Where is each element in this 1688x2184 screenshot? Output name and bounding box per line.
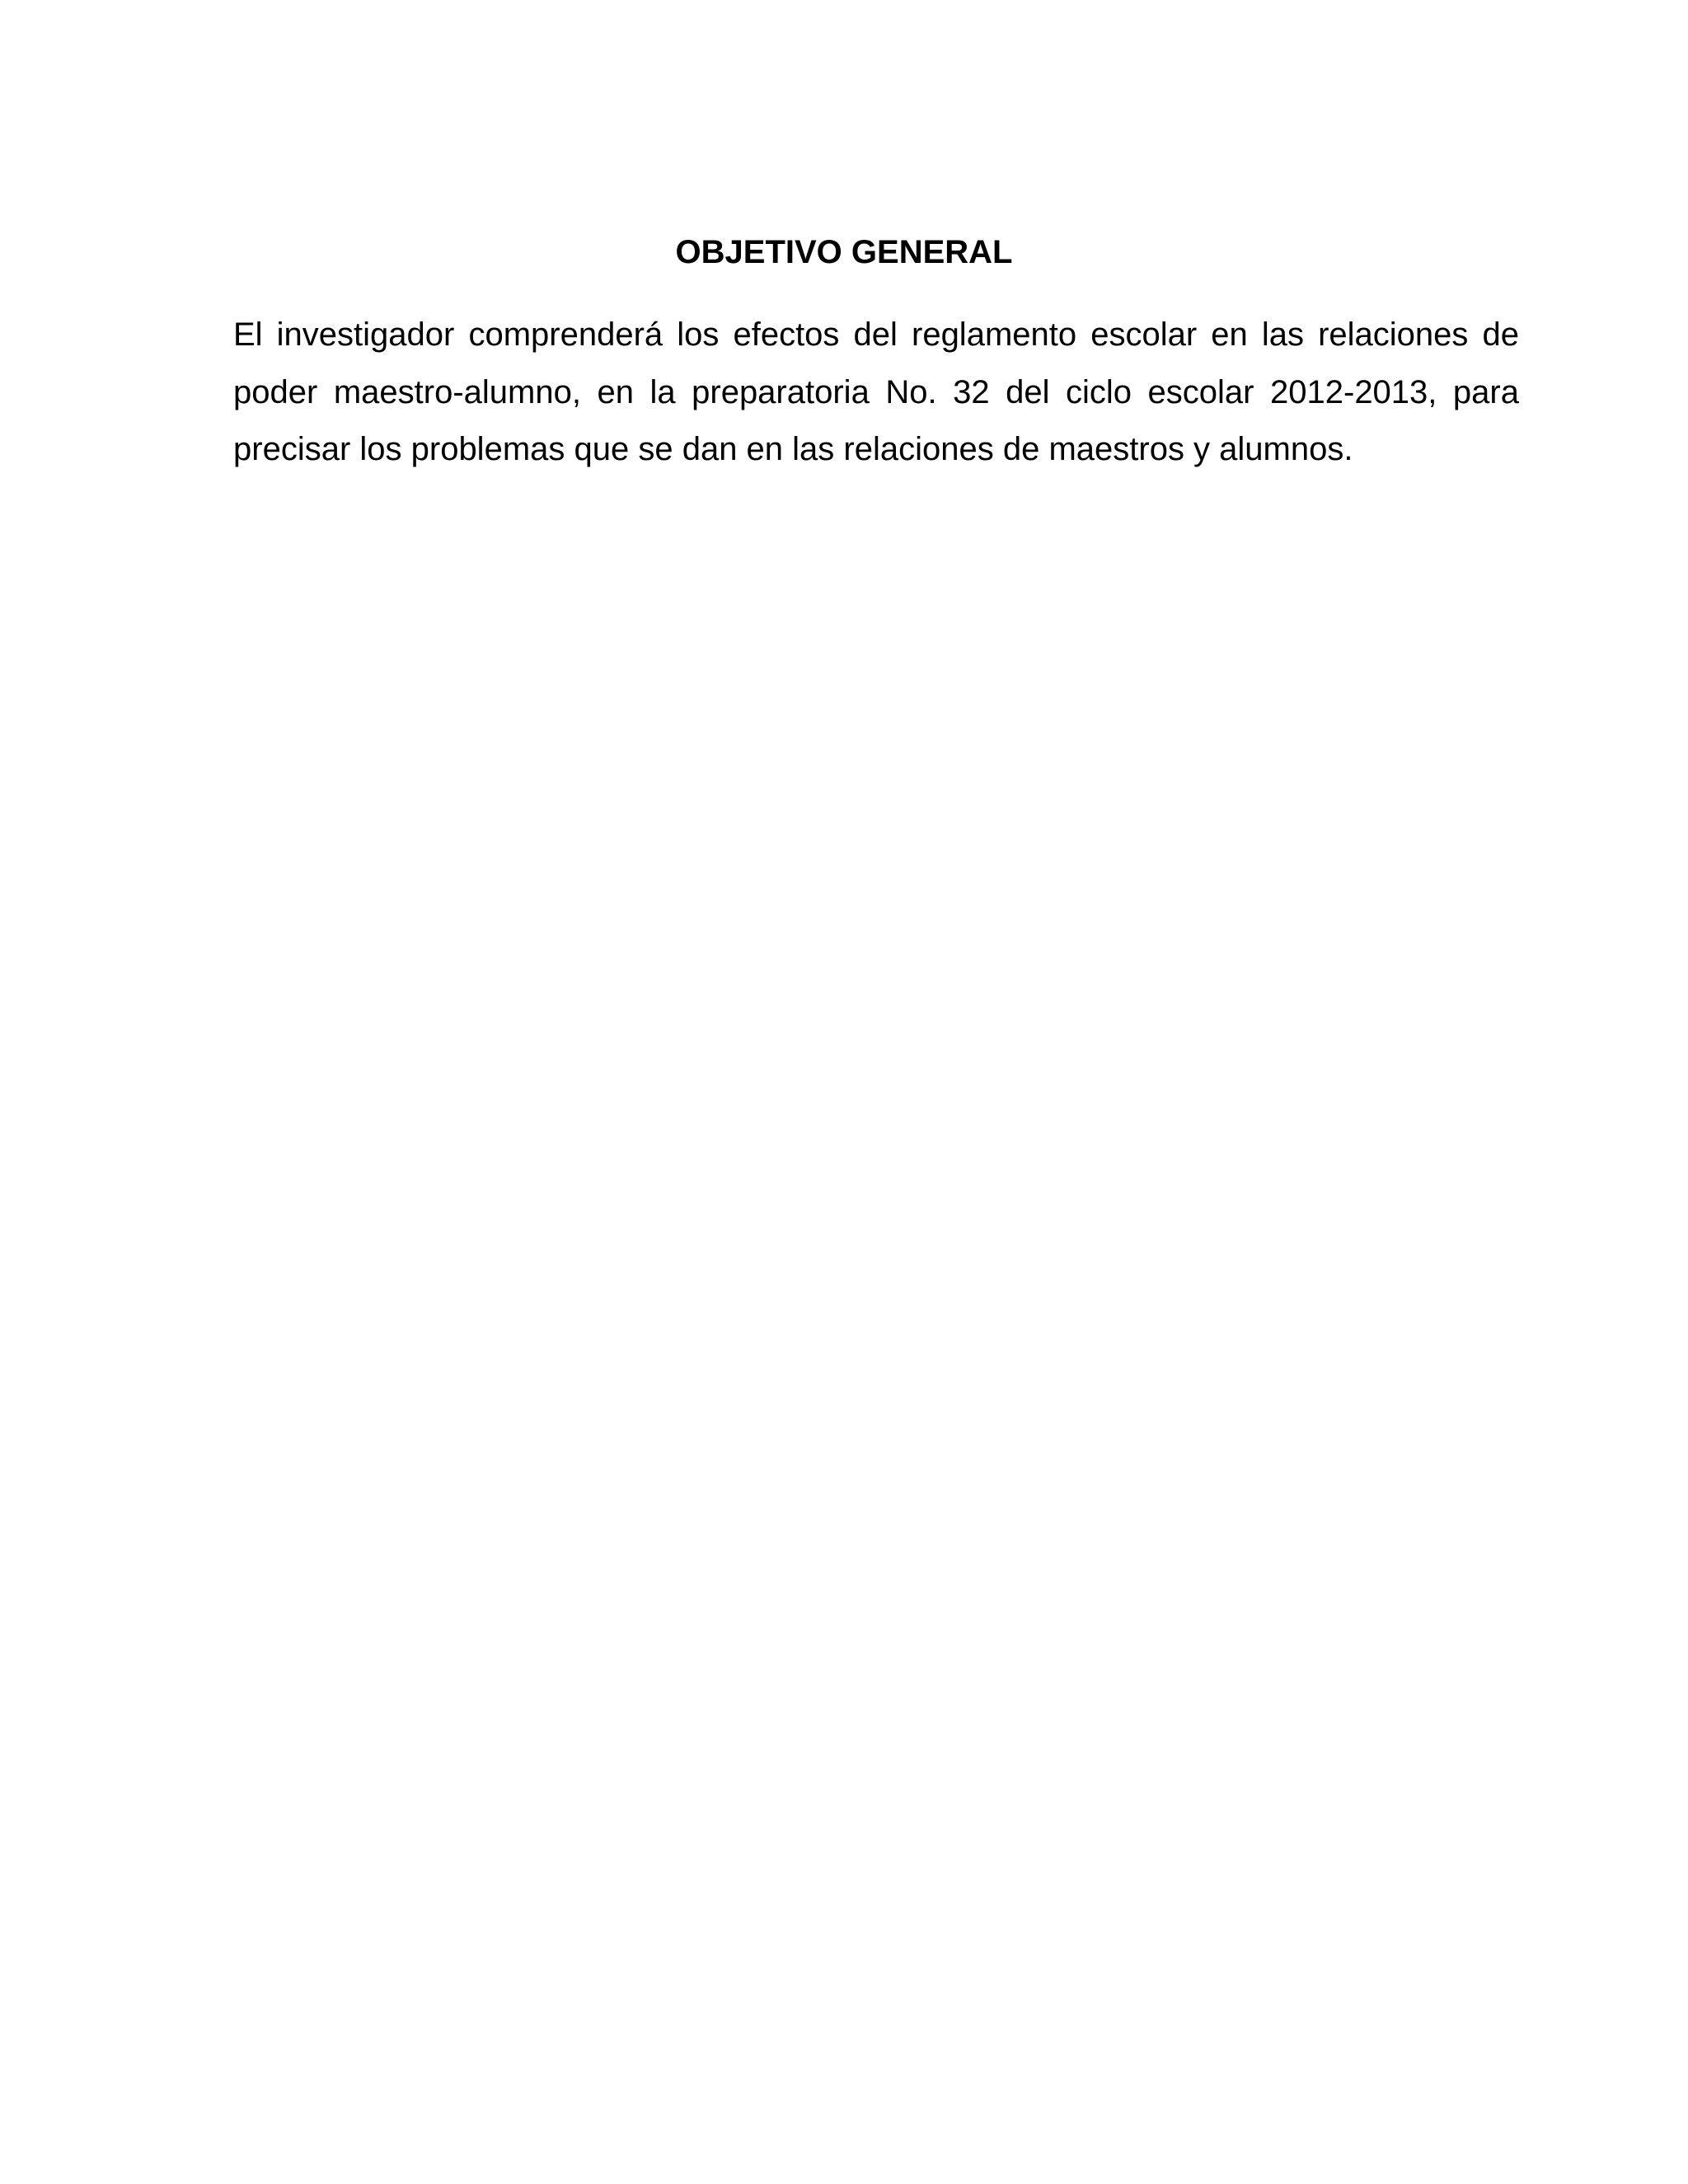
section-heading: OBJETIVO GENERAL: [675, 234, 1013, 270]
body-paragraph: El investigador comprenderá los efectos del reglamento escolar en las relaciones de poder maestro-alumno, en la preparatoria No. 32 del ciclo escolar 2012-2013, para precisar los problemas que se dan en las relaciones de maestros y alumnos.: [233, 316, 1519, 467]
